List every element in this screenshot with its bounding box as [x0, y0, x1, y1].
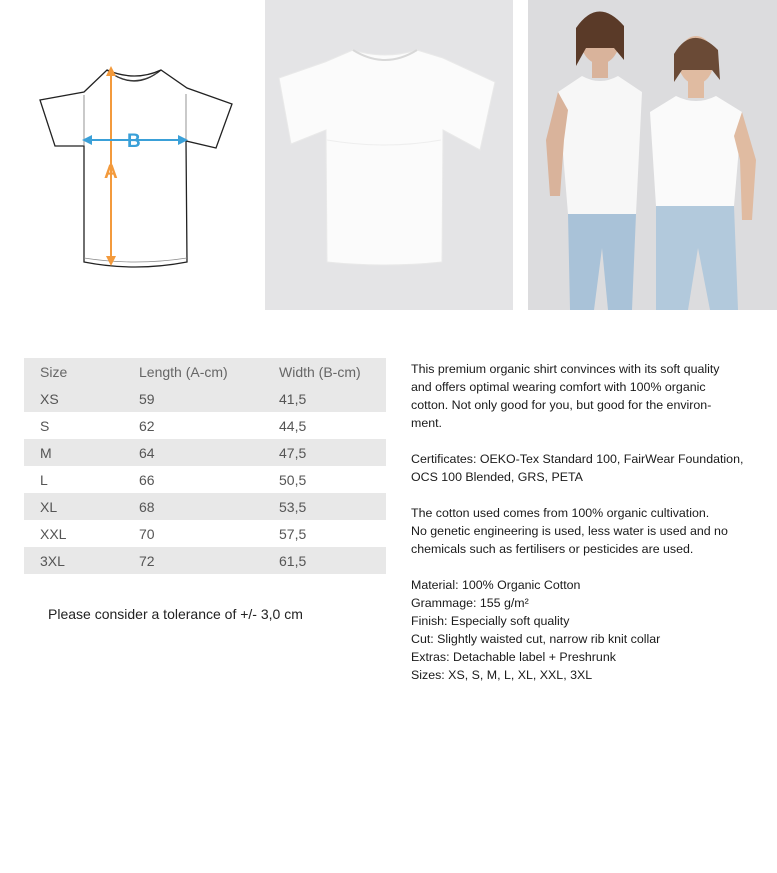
- table-row: [24, 385, 386, 412]
- width-cell: 53,5: [279, 498, 307, 515]
- spec-cut: Cut: Slightly waisted cut, narrow rib knit collar: [411, 632, 661, 646]
- cotton-paragraph: [411, 504, 741, 558]
- table-row: [24, 493, 386, 520]
- cotton-line: The cotton used comes from 100% organic cultivation.: [411, 506, 710, 520]
- length-cell: 68: [139, 498, 155, 515]
- size-cell: S: [40, 417, 50, 434]
- intro-line: This premium organic shirt convinces with its soft quality: [411, 362, 720, 376]
- table-row: [24, 520, 386, 547]
- spec-grammage: Grammage: 155 g/m²: [411, 596, 529, 610]
- intro-paragraph: [411, 360, 741, 432]
- size-cell: XL: [40, 498, 58, 515]
- length-cell: 70: [139, 525, 155, 542]
- size-cell: XS: [40, 390, 59, 407]
- length-cell: 64: [139, 444, 155, 461]
- tshirt-outline-illustration: [0, 0, 262, 310]
- specs-list: [411, 576, 741, 684]
- header-width: Width (B-cm): [279, 363, 361, 380]
- width-cell: 47,5: [279, 444, 307, 461]
- certificates-line: OCS 100 Blended, GRS, PETA: [411, 470, 583, 484]
- size-cell: M: [40, 444, 52, 461]
- product-photo: [265, 0, 513, 310]
- size-cell: L: [40, 471, 48, 488]
- length-cell: 66: [139, 471, 155, 488]
- intro-line: ment.: [411, 416, 442, 430]
- models-photo: [528, 0, 777, 310]
- length-cell: 62: [139, 417, 155, 434]
- cotton-line: No genetic engineering is used, less water is used and no: [411, 524, 728, 538]
- table-row: [24, 439, 386, 466]
- spec-material: Material: 100% Organic Cotton: [411, 578, 581, 592]
- white-tshirt-image: [265, 0, 513, 310]
- measurement-diagram: [0, 0, 262, 310]
- width-cell: 41,5: [279, 390, 307, 407]
- size-table: [24, 358, 386, 574]
- certificates-line: Certificates: OEKO-Tex Standard 100, FairWear Foundation,: [411, 452, 744, 466]
- intro-line: and offers optimal wearing comfort with 100% organic: [411, 380, 706, 394]
- spec-finish: Finish: Especially soft quality: [411, 614, 570, 628]
- spec-sizes: Sizes: XS, S, M, L, XL, XXL, 3XL: [411, 668, 593, 682]
- header-length: Length (A-cm): [139, 363, 228, 380]
- table-row: [24, 412, 386, 439]
- product-description: [411, 360, 744, 702]
- size-table-header-row: [24, 358, 386, 385]
- length-label-a: A: [104, 162, 118, 183]
- width-cell: 44,5: [279, 417, 307, 434]
- width-cell: 61,5: [279, 552, 307, 569]
- size-cell: XXL: [40, 525, 67, 542]
- certificates-paragraph: [411, 450, 744, 486]
- width-label-b: B: [127, 131, 141, 152]
- width-cell: 50,5: [279, 471, 307, 488]
- table-row: [24, 547, 386, 574]
- size-cell: 3XL: [40, 552, 65, 569]
- table-row: [24, 466, 386, 493]
- length-cell: 59: [139, 390, 155, 407]
- width-cell: 57,5: [279, 525, 307, 542]
- tolerance-note: Please consider a tolerance of +/- 3,0 cm: [48, 606, 303, 622]
- header-size: Size: [40, 363, 68, 380]
- length-cell: 72: [139, 552, 155, 569]
- models-wearing-tshirt-image: [528, 0, 777, 310]
- spec-extras: Extras: Detachable label + Preshrunk: [411, 650, 616, 664]
- cotton-line: chemicals such as fertilisers or pesticides are used.: [411, 542, 694, 556]
- intro-line: cotton. Not only good for you, but good for the environ-: [411, 398, 712, 412]
